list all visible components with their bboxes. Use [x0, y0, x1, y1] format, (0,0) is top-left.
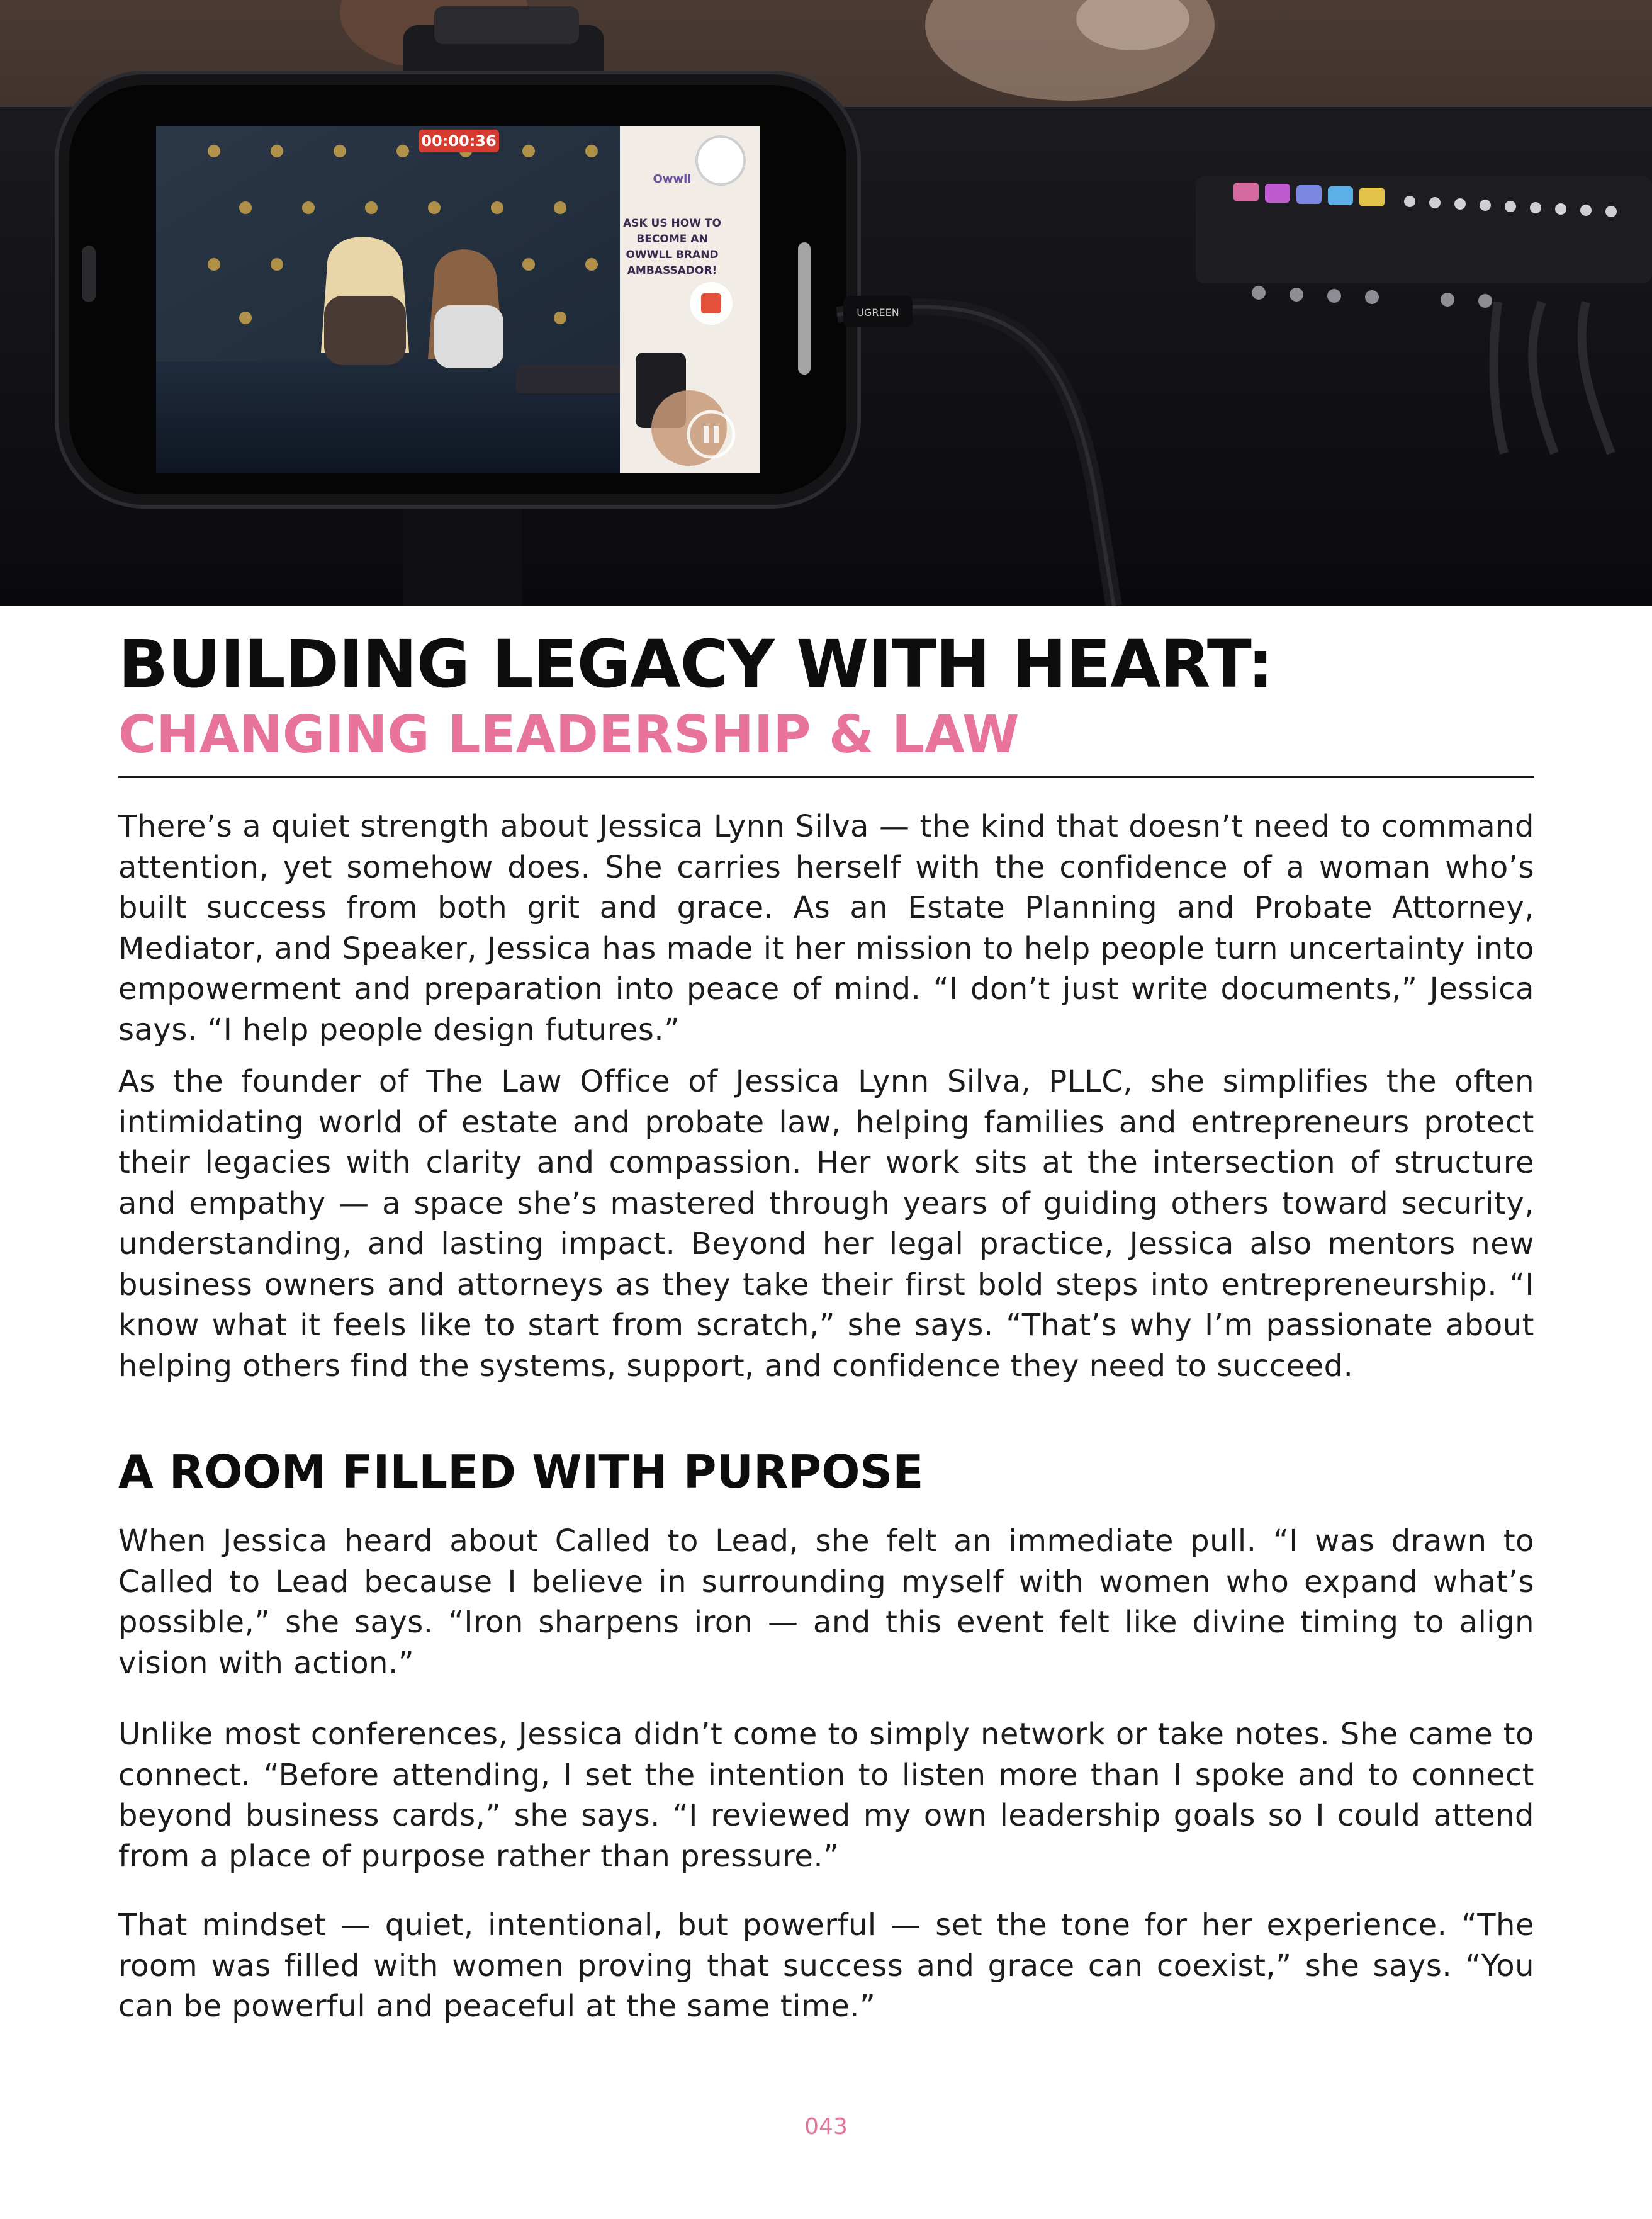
- banner-line-4: AMBASSADOR!: [627, 264, 717, 277]
- recording-timer: 00:00:36: [421, 132, 497, 150]
- article-subhead: CHANGING LEADERSHIP & LAW: [118, 705, 1020, 765]
- paragraph-section-2: [118, 1714, 1534, 1877]
- banner-line-2: BECOME AN: [636, 233, 708, 246]
- paragraph-section-3: [118, 1905, 1534, 2027]
- banner-line-1: ASK US HOW TO: [623, 217, 721, 230]
- paragraph-text: When Jessica heard about Called to Lead, she felt an immediate pull. “I was drawn to Called to Lead because I believe in surrounding myself with women who expand what’s possible,” she says. “Iron sharpens iron — and this event felt like divine timing to align vision with action.”: [118, 1523, 1534, 1681]
- paragraph-intro-1: [118, 806, 1534, 1050]
- page-number: 043: [804, 2114, 848, 2140]
- paragraph-text: There’s a quiet strength about Jessica Lynn Silva — the kind that doesn’t need to command attention, yet somehow does. She carries herself with the confidence of a woman who’s built success from both grit and grace. As an Estate Planning and Probate Attorney, Mediator, and Speaker, Jessica has made it her mission to help people turn uncertainty into empowerment and preparation into peace of mind. “I don’t just write documents,” Jessica says. “I help people design futures.”: [118, 809, 1534, 1047]
- cable-label: UGREEN: [857, 307, 899, 319]
- section-title: A ROOM FILLED WITH PURPOSE: [118, 1445, 924, 1498]
- paragraph-intro-2: [118, 1061, 1534, 1386]
- article-headline: BUILDING LEGACY WITH HEART:: [118, 626, 1273, 703]
- hero-photo: [0, 0, 1652, 606]
- banner-line-3: OWWLL BRAND: [626, 249, 719, 261]
- title-divider: [118, 776, 1534, 778]
- phone-recording-illustration: [0, 0, 1652, 606]
- paragraph-text: That mindset — quiet, intentional, but powerful — set the tone for her experience. “The room was filled with women proving that success and grace can coexist,” she says. “You can be powerful and peaceful at the same time.”: [118, 1907, 1534, 2024]
- banner-brand: Owwll: [653, 172, 692, 186]
- paragraph-section-1: [118, 1521, 1534, 1683]
- paragraph-text: As the founder of The Law Office of Jessica Lynn Silva, PLLC, she simplifies the often intimidating world of estate and probate law, helping families and entrepreneurs protect their legacies with clarity and compassion. Her work sits at the intersection of structure and empathy — a space she’s mastered through years of guiding others toward security, understanding, and lasting impact. Beyond her legal practice, Jessica also mentors new business owners and attorneys as they take their first bold steps into entrepreneurship. “I know what it feels like to start from scratch,” she says. “That’s why I’m passionate about helping others find the systems, support, and confidence they need to succeed.: [118, 1064, 1534, 1384]
- paragraph-text: Unlike most conferences, Jessica didn’t come to simply network or take notes. She came to connect. “Before attending, I set the intention to listen more than I spoke and to connect beyond business cards,” she says. “I reviewed my own leadership goals so I could attend from a place of purpose rather than pressure.”: [118, 1717, 1534, 1874]
